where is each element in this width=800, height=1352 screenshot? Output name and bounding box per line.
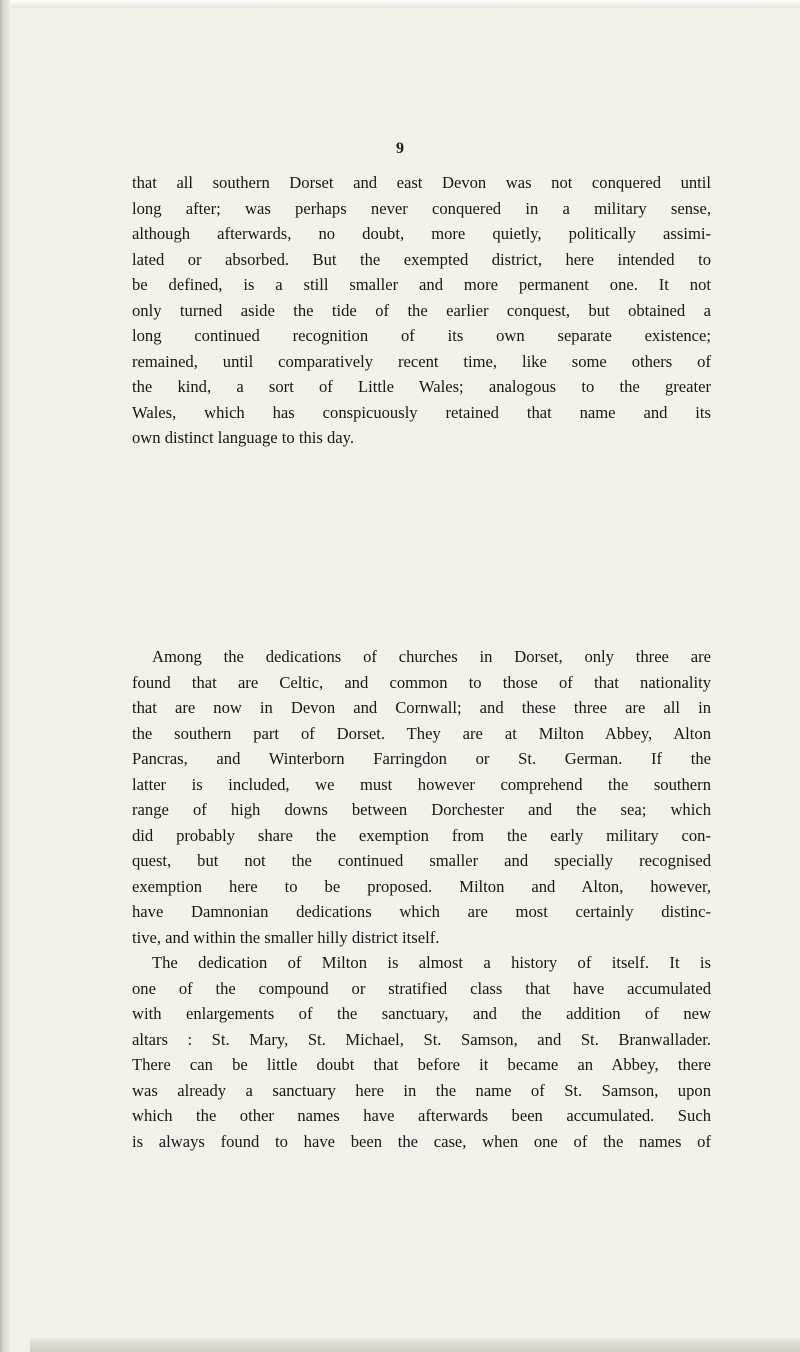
paragraph-2 (132, 644, 711, 950)
text-line: Wales, which has conspicuously retained that name and its (132, 402, 711, 422)
text-line: long after; was perhaps never conquered in a military sense, (132, 198, 711, 218)
text-line: own distinct language to this day. (132, 428, 354, 447)
page-binding-edge (0, 0, 10, 1352)
text-line: the southern part of Dorset. They are at Milton Abbey, Alton (132, 723, 711, 743)
text-line: have Damnonian dedications which are most certainly distinc- (132, 902, 711, 921)
page-top-edge (0, 0, 800, 8)
text-line: Pancras, and Winterborn Farringdon or St. German. If the (132, 749, 711, 768)
paragraph-1 (132, 170, 711, 451)
page-number: 9 (396, 140, 404, 157)
text-line: be defined, is a still smaller and more permanent one. It not (132, 275, 711, 294)
text-line: exemption here to be proposed. Milton and Alton, however, (132, 876, 711, 896)
text-line: remained, until comparatively recent time, like some others of (132, 351, 711, 371)
paragraph-3 (132, 950, 711, 1154)
text-line: tive, and within the smaller hilly district itself. (132, 927, 440, 947)
text-line: found that are Celtic, and common to those of that nationality (132, 672, 711, 692)
text-line: with enlargements of the sanctuary, and the addition of new (132, 1004, 711, 1023)
text-line: did probably share the exemption from the early military con- (132, 825, 711, 845)
text-line: latter is included, we must however comprehend the southern (132, 774, 711, 794)
text-line: is always found to have been the case, when one of the names of (132, 1131, 711, 1151)
text-line: the kind, a sort of Little Wales; analogous to the greater (132, 377, 711, 396)
text-line: although afterwards, no doubt, more quietly, politically assimi- (132, 224, 711, 243)
text-line: that all southern Dorset and east Devon was not conquered until (132, 173, 711, 192)
text-line: that are now in Devon and Cornwall; and these three are all in (132, 698, 711, 717)
text-line: only turned aside the tide of the earlier conquest, but obtained a (132, 300, 711, 320)
text-line: range of high downs between Dorchester and the sea; which (132, 800, 711, 819)
text-line: which the other names have afterwards been accumulated. Such (132, 1106, 711, 1125)
text-line: quest, but not the continued smaller and specially recognised (132, 851, 711, 870)
text-line: was already a sanctuary here in the name of St. Samson, upon (132, 1080, 711, 1100)
page-bottom-edge (30, 1338, 800, 1352)
text-line: Among the dedications of churches in Dorset, only three are (152, 647, 711, 666)
text-line: one of the compound or stratified class that have accumulated (132, 978, 711, 998)
text-line: long continued recognition of its own separate existence; (132, 326, 711, 345)
text-line: altars : St. Mary, St. Michael, St. Samson, and St. Branwallader. (132, 1029, 711, 1049)
text-line: There can be little doubt that before it became an Abbey, there (132, 1055, 711, 1074)
text-line: The dedication of Milton is almost a history of itself. It is (152, 953, 711, 972)
text-line: lated or absorbed. But the exempted district, here intended to (132, 249, 711, 269)
